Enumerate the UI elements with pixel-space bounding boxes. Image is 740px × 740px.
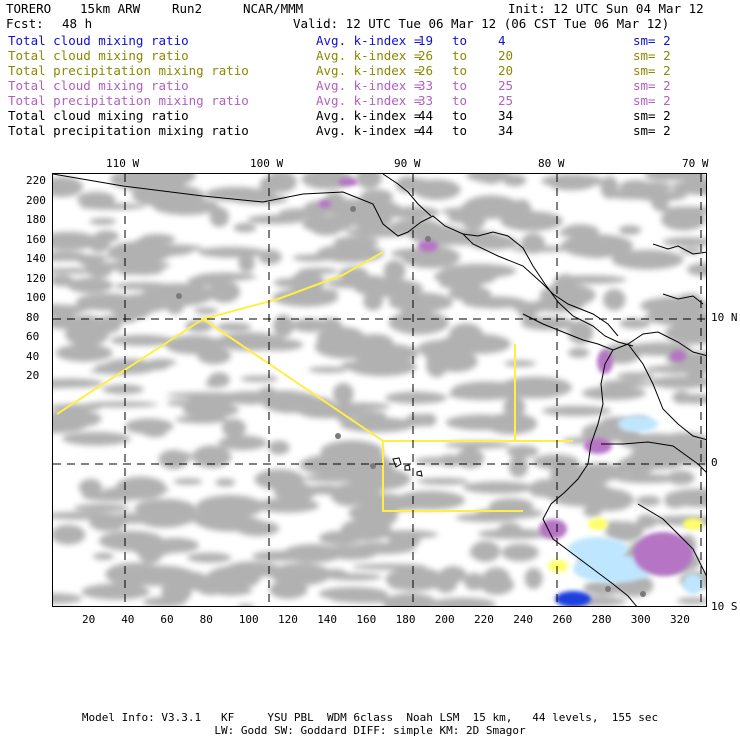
legend-field: Total cloud mixing ratio <box>8 33 189 48</box>
legend-from: 26 <box>418 63 434 78</box>
right-lat-label: 10 S <box>711 600 738 613</box>
cloud-core <box>176 293 182 299</box>
cloud-patch <box>435 342 501 350</box>
cloud-patch <box>667 471 695 485</box>
map-canvas <box>53 174 707 607</box>
cloud-patch <box>331 595 402 603</box>
cloud-patch <box>504 360 536 366</box>
legend-to: 25 <box>498 78 514 93</box>
legend-sm: sm= 2 <box>633 93 671 108</box>
cloud-patch <box>480 575 514 595</box>
cloud-patch <box>93 553 114 560</box>
legend-index: Avg. k-index = <box>316 63 422 78</box>
cloud-patch <box>389 311 449 335</box>
precip-feature <box>618 416 658 432</box>
cloud-patch <box>89 514 126 531</box>
cloud-patch <box>603 289 625 311</box>
left-y-label: 100 <box>26 291 46 304</box>
cloud-patch <box>53 525 86 545</box>
cloud-patch <box>377 284 422 295</box>
cloud-patch <box>677 597 707 604</box>
cloud-patch <box>636 496 661 506</box>
top-lon-label: 90 W <box>394 157 421 170</box>
legend-from: 19 <box>418 33 434 48</box>
footer-physics: LW: Godd SW: Goddard DIFF: simple KM: 2D Smagor <box>214 724 526 737</box>
cloud-patch <box>363 459 394 473</box>
legend-index: Avg. k-index = <box>316 33 422 48</box>
model-name: TORERO <box>6 1 52 16</box>
bottom-x-label: 160 <box>356 613 377 626</box>
legend-to: 34 <box>498 123 514 138</box>
cloud-patch <box>139 547 162 564</box>
cloud-patch <box>219 435 268 450</box>
legend-field: Total cloud mixing ratio <box>8 78 189 93</box>
cloud-patch <box>461 387 514 397</box>
left-y-label: 80 <box>26 310 40 324</box>
cloud-patch <box>356 334 394 351</box>
cloud-patch <box>125 261 170 270</box>
cloud-patch <box>274 482 316 502</box>
cloud-patch <box>144 430 166 437</box>
cloud-patch <box>661 208 706 230</box>
cloud-patch <box>103 384 144 394</box>
legend-from: 26 <box>418 48 434 63</box>
legend-to: 20 <box>498 48 514 63</box>
cloud-patch <box>390 219 443 236</box>
cloud-patch <box>97 315 122 333</box>
legend-to: 4 <box>498 33 506 48</box>
cloud-patch <box>499 523 522 534</box>
cloud-patch <box>209 281 241 303</box>
left-y-label: 180 <box>26 213 46 226</box>
legend-sm: sm= 2 <box>633 108 671 123</box>
left-y-label: 120 <box>26 271 46 285</box>
cloud-patch <box>551 281 573 294</box>
bottom-x-label: 140 <box>317 613 338 626</box>
cloud-core <box>425 236 431 242</box>
cloud-patch <box>456 513 519 522</box>
cloud-patch <box>254 376 278 382</box>
cloud-patch <box>525 568 543 589</box>
legend-to: 20 <box>498 63 514 78</box>
cloud-patch <box>221 391 280 404</box>
cloud-patch <box>233 223 256 232</box>
cloud-patch <box>292 318 327 332</box>
cloud-patch <box>247 215 304 224</box>
precip-feature <box>670 350 686 362</box>
cloud-patch <box>637 514 657 528</box>
organization: NCAR/MMM <box>243 1 304 16</box>
precip-feature <box>338 178 358 186</box>
cloud-patch <box>269 580 307 599</box>
cloud-patch <box>334 403 391 411</box>
legend-sm: sm= 2 <box>633 123 671 138</box>
cloud-patch <box>253 339 303 351</box>
cloud-patch <box>552 477 608 487</box>
precip-feature <box>633 532 693 576</box>
cloud-patch <box>600 380 651 388</box>
cloud-patch <box>649 376 707 389</box>
cloud-patch <box>348 542 415 554</box>
legend-index: Avg. k-index = <box>316 108 422 123</box>
legend-field: Total cloud mixing ratio <box>8 108 189 123</box>
bottom-x-label: 20 <box>82 613 96 626</box>
cloud-patch <box>210 586 253 595</box>
precip-feature <box>319 200 331 208</box>
cloud-patch <box>182 402 239 418</box>
bottom-x-label: 320 <box>670 613 690 626</box>
bottom-x-label: 260 <box>552 613 573 626</box>
cloud-patch <box>430 598 496 607</box>
cloud-patch <box>363 292 383 310</box>
bottom-x-label: 240 <box>513 613 534 626</box>
legend-to-word: to <box>452 63 468 78</box>
legend-index: Avg. k-index = <box>316 93 422 108</box>
cloud-patch <box>326 573 382 580</box>
cloud-patch <box>238 604 255 607</box>
legend-index: Avg. k-index = <box>316 48 422 63</box>
cloud-patch <box>561 234 633 257</box>
cloud-patch <box>629 446 690 470</box>
left-y-label: 40 <box>26 349 40 363</box>
top-lon-label: 100 W <box>250 157 284 170</box>
cloud-core <box>350 206 356 212</box>
legend-to-word: to <box>452 123 468 138</box>
legend-sm: sm= 2 <box>633 33 671 48</box>
grid-spacing: 15km ARW <box>80 1 141 16</box>
cloud-patch <box>439 454 462 466</box>
cloud-patch <box>308 367 347 373</box>
cloud-patch <box>541 174 603 187</box>
cloud-patch <box>53 379 103 388</box>
precip-feature <box>683 518 703 530</box>
cloud-patch <box>533 297 585 312</box>
left-y-label: 160 <box>26 232 46 246</box>
cloud-patch <box>222 419 246 438</box>
legend-sm: sm= 2 <box>633 78 671 93</box>
cloud-patch <box>333 383 354 405</box>
cloud-patch <box>192 445 231 468</box>
left-y-label: 140 <box>26 252 46 265</box>
bottom-x-label: 220 <box>474 613 494 626</box>
cloud-patch <box>130 182 174 196</box>
legend-from: 33 <box>418 93 434 108</box>
precip-feature <box>548 560 568 572</box>
legend-to-word: to <box>452 93 468 108</box>
cloud-core <box>335 433 341 439</box>
cloud-patch <box>216 323 251 332</box>
cloud-patch <box>53 593 82 603</box>
top-lon-label: 70 W <box>682 157 709 170</box>
left-y-label: 20 <box>26 369 40 382</box>
bottom-x-label: 80 <box>199 613 213 626</box>
cloud-patch <box>205 380 225 388</box>
cloud-patch <box>568 348 589 358</box>
legend-from: 44 <box>418 123 434 138</box>
forecast-hours: 48 h <box>62 16 93 31</box>
cloud-patch <box>198 247 265 258</box>
precip-feature <box>584 438 612 454</box>
legend-field: Total precipitation mixing ratio <box>8 93 249 108</box>
forecast-label: Fcst: <box>6 16 44 31</box>
cloud-patch <box>268 441 289 455</box>
cloud-patch <box>153 198 219 215</box>
run-label: Run2 <box>172 1 203 16</box>
cloud-patch <box>485 413 537 435</box>
cloud-patch <box>507 445 539 457</box>
legend-to: 34 <box>498 108 514 123</box>
cloud-patch <box>601 176 619 199</box>
cloud-patch <box>434 571 457 593</box>
bottom-x-label: 100 <box>238 613 259 626</box>
cloud-patch <box>413 179 461 200</box>
cloud-patch <box>105 359 152 372</box>
cloud-patch <box>583 506 602 517</box>
cloud-patch <box>582 386 646 400</box>
cloud-patch <box>147 359 176 366</box>
cloud-patch <box>79 203 145 210</box>
legend-sm: sm= 2 <box>633 63 671 78</box>
legend-index: Avg. k-index = <box>316 78 422 93</box>
cloud-core <box>640 591 646 597</box>
cloud-patch <box>215 479 235 487</box>
cloud-patch <box>509 456 529 478</box>
cloud-patch <box>385 392 447 404</box>
legend-to-word: to <box>452 33 468 48</box>
cloud-patch <box>140 234 176 244</box>
legend-sm: sm= 2 <box>633 48 671 63</box>
cloud-patch <box>619 225 642 235</box>
bottom-x-label: 40 <box>121 613 135 626</box>
cloud-patch <box>53 177 83 197</box>
precip-feature <box>555 591 591 607</box>
cloud-patch <box>74 504 130 512</box>
cloud-patch <box>259 250 282 265</box>
cloud-patch <box>463 481 534 493</box>
cloud-patch <box>502 544 539 562</box>
cloud-patch <box>619 318 650 328</box>
top-lon-label: 110 W <box>106 157 140 170</box>
cloud-patch <box>645 365 707 374</box>
cloud-patch <box>310 220 343 235</box>
cloud-patch <box>194 307 218 314</box>
cloud-patch <box>56 344 113 362</box>
cloud-patch <box>123 565 195 586</box>
precip-feature <box>683 574 703 594</box>
cloud-patch <box>88 236 110 253</box>
cloud-patch <box>463 195 519 219</box>
top-lon-label: 80 W <box>538 157 565 170</box>
cloud-layer <box>53 174 707 607</box>
bottom-x-label: 200 <box>434 613 455 626</box>
cloud-patch <box>174 478 203 485</box>
cloud-patch <box>445 441 511 448</box>
cloud-patch <box>67 278 113 294</box>
cloud-patch <box>62 432 130 446</box>
precip-feature <box>588 518 608 530</box>
valid-time: Valid: 12 UTC Tue 06 Mar 12 (06 CST Tue 06 Mar 12) <box>293 16 670 31</box>
cloud-patch <box>436 269 499 281</box>
cloud-patch <box>85 401 157 407</box>
cloud-patch <box>419 413 436 426</box>
bottom-x-label: 180 <box>395 613 416 626</box>
cloud-core <box>605 586 611 592</box>
right-lat-label: 0 <box>711 456 718 469</box>
init-time: Init: 12 UTC Sun 04 Mar 12 <box>508 1 704 16</box>
cloud-patch <box>79 479 102 496</box>
map-plot <box>52 173 707 607</box>
legend-index: Avg. k-index = <box>316 123 422 138</box>
cloud-patch <box>317 244 384 263</box>
left-y-label: 60 <box>26 330 40 343</box>
cloud-patch <box>187 553 231 563</box>
right-lat-label: 10 N <box>711 311 738 324</box>
cloud-patch <box>448 286 491 301</box>
cloud-patch <box>82 584 150 600</box>
cloud-patch <box>533 454 579 469</box>
cloud-patch <box>160 451 191 465</box>
bottom-x-label: 280 <box>591 613 612 626</box>
cloud-patch <box>605 521 626 527</box>
legend-field: Total precipitation mixing ratio <box>8 63 249 78</box>
legend-to-word: to <box>452 48 468 63</box>
bottom-x-label: 300 <box>630 613 651 626</box>
cloud-patch <box>212 578 238 586</box>
legend-from: 44 <box>418 108 434 123</box>
cloud-patch <box>417 478 468 485</box>
cloud-patch <box>197 347 231 364</box>
left-y-label: 200 <box>26 193 46 207</box>
cloud-patch <box>634 190 687 201</box>
cloud-patch <box>76 293 140 310</box>
cloud-patch <box>249 566 277 577</box>
cloud-patch <box>368 499 402 511</box>
footer-model-info: Model Info: V3.3.1 KF YSU PBL WDM 6class Noah LSM 15 km, 44 levels, 155 sec <box>81 711 659 724</box>
legend-from: 33 <box>418 78 434 93</box>
cloud-patch <box>204 498 226 504</box>
cloud-patch <box>687 263 707 277</box>
cloud-patch <box>273 315 294 338</box>
legend-to: 25 <box>498 93 514 108</box>
cloud-patch <box>662 237 707 246</box>
left-y-label: 220 <box>26 174 46 187</box>
legend-field: Total cloud mixing ratio <box>8 48 189 63</box>
bottom-x-label: 120 <box>278 613 298 626</box>
legend-to-word: to <box>452 78 468 93</box>
cloud-patch <box>168 502 198 524</box>
legend-to-word: to <box>452 108 468 123</box>
cloud-patch <box>274 278 305 287</box>
legend-field: Total precipitation mixing ratio <box>8 123 249 138</box>
bottom-x-label: 60 <box>160 613 174 626</box>
cloud-patch <box>469 549 498 558</box>
cloud-patch <box>89 218 116 225</box>
cloud-patch <box>434 351 478 373</box>
cloud-patch <box>252 551 313 562</box>
cloud-patch <box>356 174 382 189</box>
precip-feature <box>539 519 567 539</box>
cloud-patch <box>126 244 194 257</box>
cloud-patch <box>348 477 380 501</box>
